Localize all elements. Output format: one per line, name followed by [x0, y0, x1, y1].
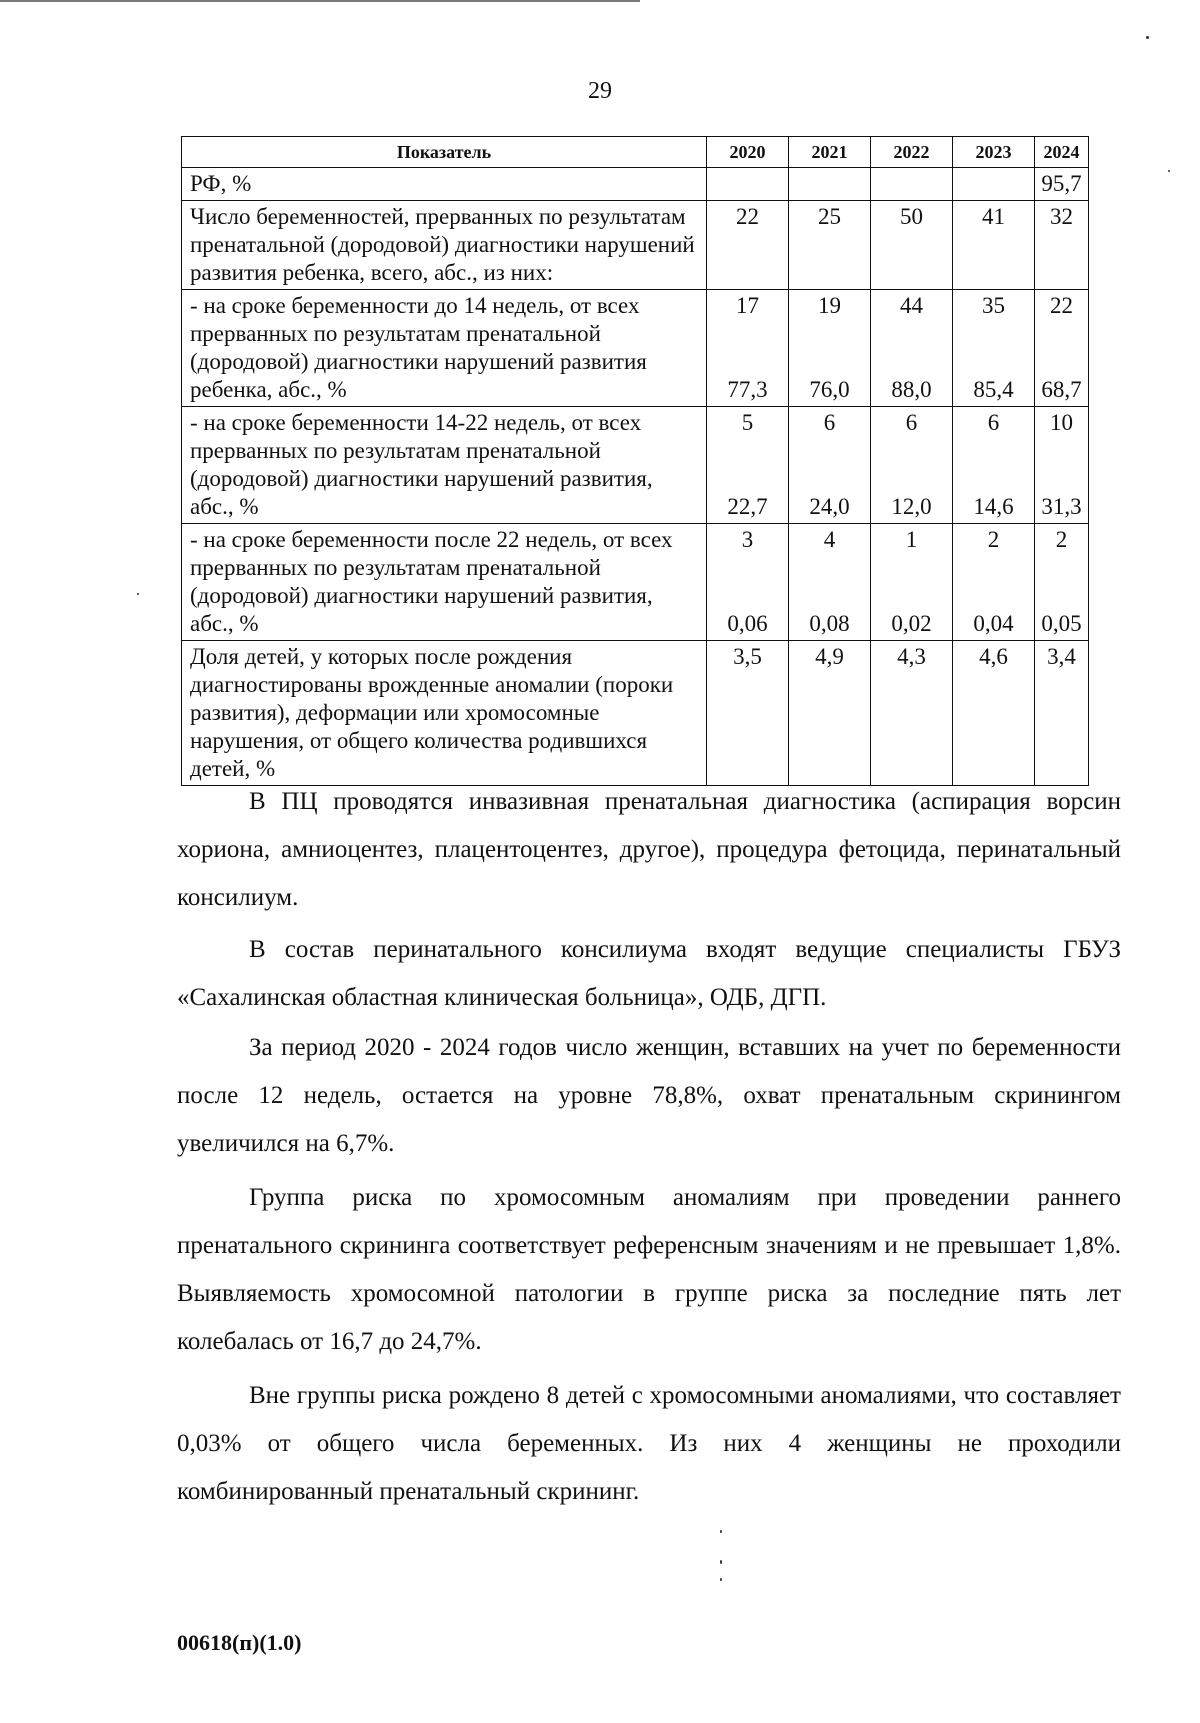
absolute-value: 6	[987, 410, 1000, 435]
scan-speck	[720, 1560, 722, 1564]
value-cell	[1035, 407, 1089, 524]
percent-value: 68,7	[1041, 377, 1082, 402]
header-indicator: Показатель	[182, 137, 707, 168]
table-row	[182, 524, 1089, 641]
indicator-cell: Число беременностей, прерванных по результатам пренатальной (дородовой) диагностики нарушений развития ребенка, всего, абс., из них:	[182, 201, 707, 290]
percent-value: 85,4	[973, 377, 1014, 402]
indicator-cell: - на сроке беременности после 22 недель, от всех прерванных по результатам пренатальной (дородовой) диагностики нарушений развития, абс., %	[182, 524, 707, 641]
absolute-value: 44	[900, 293, 923, 318]
percent-value: 0,04	[973, 611, 1014, 636]
value-cell	[953, 290, 1035, 407]
value-cell: 50	[871, 201, 953, 290]
absolute-value: 2	[1055, 527, 1068, 552]
absolute-value: 1	[905, 527, 918, 552]
value-cell	[707, 168, 789, 201]
paragraph-risk-group: Группа риска по хромосомным аномалиям при проведении раннего пренатального скрининга соответствует референсным значениям и не превышает 1,8%. Выявляемость хромосомной патологии в группе риска за последние пять лет колебалась от 16,7 до 24,7%.	[177, 1184, 1121, 1355]
value-cell	[789, 168, 871, 201]
header-year: 2021	[789, 137, 871, 168]
scan-speck	[720, 1530, 722, 1533]
value-cell: 25	[789, 201, 871, 290]
percent-value: 12,0	[891, 494, 932, 519]
value-cell	[871, 407, 953, 524]
absolute-value: 5	[741, 410, 754, 435]
value-cell	[789, 524, 871, 641]
percent-value: 22,7	[727, 494, 768, 519]
absolute-value: 22	[1050, 293, 1073, 318]
scan-speck	[720, 1578, 722, 1581]
paragraph-registration-period: За период 2020 - 2024 годов число женщин, вставших на учет по беременности после 12 недель, остается на уровне 78,8%, охват пренатальным скринингом увеличился на 6,7%.	[177, 1034, 1121, 1157]
header-year: 2022	[871, 137, 953, 168]
absolute-value: 17	[736, 293, 759, 318]
percent-value: 88,0	[891, 377, 932, 402]
percent-value: 0,05	[1041, 611, 1082, 636]
absolute-value: 19	[818, 293, 841, 318]
value-cell	[1035, 290, 1089, 407]
percent-value: 24,0	[809, 494, 850, 519]
value-cell: 4,3	[871, 641, 953, 786]
table-row	[182, 168, 1089, 201]
value-cell	[871, 168, 953, 201]
absolute-value: 6	[905, 410, 918, 435]
scan-edge-line	[0, 0, 640, 2]
paragraph-council-composition: В состав перинатального консилиума входят ведущие специалисты ГБУЗ «Сахалинская областная клиническая больница», ОДБ, ДГП.	[177, 936, 1121, 1011]
absolute-value: 10	[1050, 410, 1073, 435]
indicator-cell: Доля детей, у которых после рождения диагностированы врожденные аномалии (пороки развития), деформации или хромосомные нарушения, от общего количества родившихся детей, %	[182, 641, 707, 786]
paragraph-invasive-diagnostics: В ПЦ проводятся инвазивная пренатальная диагностика (аспирация ворсин хориона, амниоцентез, плацентоцентез, другое), процедура фетоцида, перинатальный консилиум.	[177, 788, 1121, 911]
table-row	[182, 407, 1089, 524]
value-cell: 4,6	[953, 641, 1035, 786]
value-cell	[953, 168, 1035, 201]
value-cell	[789, 290, 871, 407]
value-cell	[707, 290, 789, 407]
value-cell	[871, 290, 953, 407]
value-cell	[789, 407, 871, 524]
value-cell: 3,4	[1035, 641, 1089, 786]
absolute-value: 2	[987, 527, 1000, 552]
percent-value: 76,0	[809, 377, 850, 402]
percent-value: 31,3	[1041, 494, 1082, 519]
paragraph-outside-risk-group: Вне группы риска рождено 8 детей с хромосомными аномалиями, что составляет 0,03% от общего числа беременных. Из них 4 женщины не проходили комбинированный пренатальный скрининг.	[177, 1382, 1121, 1505]
scan-speck	[1168, 170, 1170, 172]
indicator-cell: - на сроке беременности до 14 недель, от всех прерванных по результатам пренатальной (дородовой) диагностики нарушений развития ребенка, абс., %	[182, 290, 707, 407]
value-cell	[953, 524, 1035, 641]
absolute-value: 35	[982, 293, 1005, 318]
value-cell: 41	[953, 201, 1035, 290]
table-row	[182, 290, 1089, 407]
header-year: 2024	[1035, 137, 1089, 168]
header-year: 2023	[953, 137, 1035, 168]
absolute-value: 4	[823, 527, 836, 552]
value-cell	[707, 407, 789, 524]
table-row	[182, 641, 1089, 786]
scan-speck	[137, 593, 139, 595]
table-header-row	[182, 137, 1089, 168]
page-number: 29	[588, 78, 612, 104]
value-cell: 32	[1035, 201, 1089, 290]
value-cell	[707, 524, 789, 641]
value-cell	[1035, 524, 1089, 641]
value-cell: 95,7	[1035, 168, 1089, 201]
value-cell: 4,9	[789, 641, 871, 786]
value-cell: 3,5	[707, 641, 789, 786]
scan-speck	[1146, 36, 1149, 39]
value-cell: 22	[707, 201, 789, 290]
percent-value: 0,06	[727, 611, 768, 636]
value-cell	[871, 524, 953, 641]
indicator-cell: - на сроке беременности 14-22 недель, от всех прерванных по результатам пренатальной (дородовой) диагностики нарушений развития, абс., %	[182, 407, 707, 524]
percent-value: 0,08	[809, 611, 850, 636]
document-code: 00618(п)(1.0)	[177, 1630, 302, 1655]
absolute-value: 6	[823, 410, 836, 435]
indicators-table	[181, 136, 1089, 786]
table-row	[182, 201, 1089, 290]
absolute-value: 3	[741, 527, 754, 552]
indicator-cell: РФ, %	[182, 168, 707, 201]
header-year: 2020	[707, 137, 789, 168]
percent-value: 77,3	[727, 377, 768, 402]
percent-value: 14,6	[973, 494, 1014, 519]
percent-value: 0,02	[891, 611, 932, 636]
value-cell	[953, 407, 1035, 524]
